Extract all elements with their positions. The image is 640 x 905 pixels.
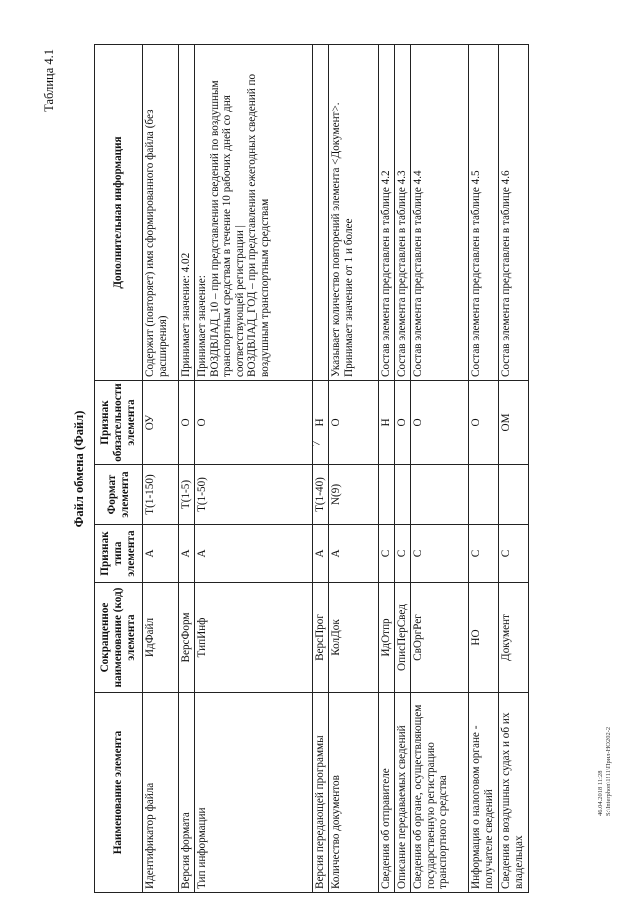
- table-row: [499, 45, 529, 893]
- cell-format: T(1-150): [143, 465, 179, 525]
- cell-required: О: [329, 381, 379, 465]
- footer-stamp-line: 46.04.2018 11:28: [597, 770, 604, 816]
- table-row: [195, 45, 313, 893]
- cell-format: T(1-50): [195, 465, 313, 525]
- header-required: Признак обязательности элемента: [95, 381, 143, 465]
- table-row: [395, 45, 411, 893]
- cell-format: T(1-40): [313, 465, 329, 525]
- cell-format: [379, 465, 395, 525]
- cell-type: А: [195, 525, 313, 583]
- cell-format: [469, 465, 499, 525]
- cell-format: [395, 465, 411, 525]
- cell-type: С: [469, 525, 499, 583]
- cell-short-name: СвОргРег: [411, 583, 469, 693]
- cell-short-name: ВерсПрог: [313, 583, 329, 693]
- cell-format: N(9): [329, 465, 379, 525]
- header-short-name: Сокращенное наименование (код) элемента: [95, 583, 143, 693]
- table-row: [143, 45, 179, 893]
- table-caption: Файл обмена (Файл): [72, 410, 86, 528]
- cell-short-name: Документ: [499, 583, 529, 693]
- cell-type: А: [179, 525, 195, 583]
- header-type: Признак типа элемента: [95, 525, 143, 583]
- table-row: [379, 45, 395, 893]
- cell-element-name: Тип информации: [195, 693, 313, 893]
- cell-element-name: Версия формата: [179, 693, 195, 893]
- cell-type: С: [379, 525, 395, 583]
- cell-short-name: ИдФайл: [143, 583, 179, 693]
- table-row: [179, 45, 195, 893]
- cell-element-name: Сведения о воздушных судах и об их владельцах: [499, 693, 529, 893]
- exchange-file-table: [94, 44, 529, 893]
- cell-short-name: НО: [469, 583, 499, 693]
- cell-short-name: ИдОтпр: [379, 583, 395, 693]
- cell-required: О: [411, 381, 469, 465]
- cell-type: С: [395, 525, 411, 583]
- cell-additional-info: Принимает значение: ВОЗДВЛАД_10 – при представлении сведений по воздушным транспортным средствам в течение 10 рабочих дней со дня соответствующей регистрации | ВОЗДВЛАД_ГОД – при представлении ежегодных сведений по воздушным транспортным средствам: [195, 45, 313, 381]
- cell-required: Н: [313, 381, 329, 465]
- cell-additional-info: [313, 45, 329, 381]
- table-header-row: [95, 45, 143, 893]
- cell-additional-info: Содержит (повторяет) имя сформированного файла (без расширения): [143, 45, 179, 381]
- table-row: [313, 45, 329, 893]
- cell-short-name: ОписПерСвед: [395, 583, 411, 693]
- cell-additional-info: Принимает значение: 4.02: [179, 45, 195, 381]
- cell-type: С: [499, 525, 529, 583]
- table-row: [469, 45, 499, 893]
- cell-required: О: [195, 381, 313, 465]
- cell-additional-info: Указывает количество повторений элемента <Документ>. Принимает значение от 1 и более: [329, 45, 379, 381]
- cell-additional-info: Состав элемента представлен в таблице 4.6: [499, 45, 529, 381]
- cell-additional-info: Состав элемента представлен в таблице 4.4: [411, 45, 469, 381]
- cell-type: А: [329, 525, 379, 583]
- cell-type: А: [143, 525, 179, 583]
- cell-required: О: [179, 381, 195, 465]
- table-row: [411, 45, 469, 893]
- cell-format: T(1-5): [179, 465, 195, 525]
- header-format: Формат элемента: [95, 465, 143, 525]
- table-label: Таблица 4.1: [42, 49, 56, 112]
- cell-short-name: КолДок: [329, 583, 379, 693]
- table-row: [329, 45, 379, 893]
- cell-additional-info: Состав элемента представлен в таблице 4.2: [379, 45, 395, 381]
- cell-required: О: [395, 381, 411, 465]
- page-number: 7: [308, 440, 323, 447]
- cell-additional-info: Состав элемента представлен в таблице 4.5: [469, 45, 499, 381]
- cell-element-name: Версия передающей программы: [313, 693, 329, 893]
- cell-additional-info: Состав элемента представлен в таблице 4.3: [395, 45, 411, 381]
- cell-element-name: Сведения об органе, осуществляющем государственную регистрацию транспортного средства: [411, 693, 469, 893]
- cell-short-name: ВерсФорм: [179, 583, 195, 693]
- cell-element-name: Идентификатор файла: [143, 693, 179, 893]
- cell-element-name: Количество документов: [329, 693, 379, 893]
- rotated-page-content: [38, 45, 636, 893]
- header-element-name: Наименование элемента: [95, 693, 143, 893]
- footer-stamp-line: S:\Interphon\1!11\Прил-HO202-2: [605, 726, 612, 816]
- cell-type: С: [411, 525, 469, 583]
- cell-required: ОУ: [143, 381, 179, 465]
- cell-format: [411, 465, 469, 525]
- cell-format: [499, 465, 529, 525]
- cell-element-name: Информация о налоговом органе - получателе сведений: [469, 693, 499, 893]
- cell-type: А: [313, 525, 329, 583]
- cell-element-name: Описание передаваемых сведений: [395, 693, 411, 893]
- cell-required: Н: [379, 381, 395, 465]
- header-additional-info: Дополнительная информация: [95, 45, 143, 381]
- cell-required: ОМ: [499, 381, 529, 465]
- cell-element-name: Сведения об отправителе: [379, 693, 395, 893]
- cell-short-name: ТипИнф: [195, 583, 313, 693]
- cell-required: О: [469, 381, 499, 465]
